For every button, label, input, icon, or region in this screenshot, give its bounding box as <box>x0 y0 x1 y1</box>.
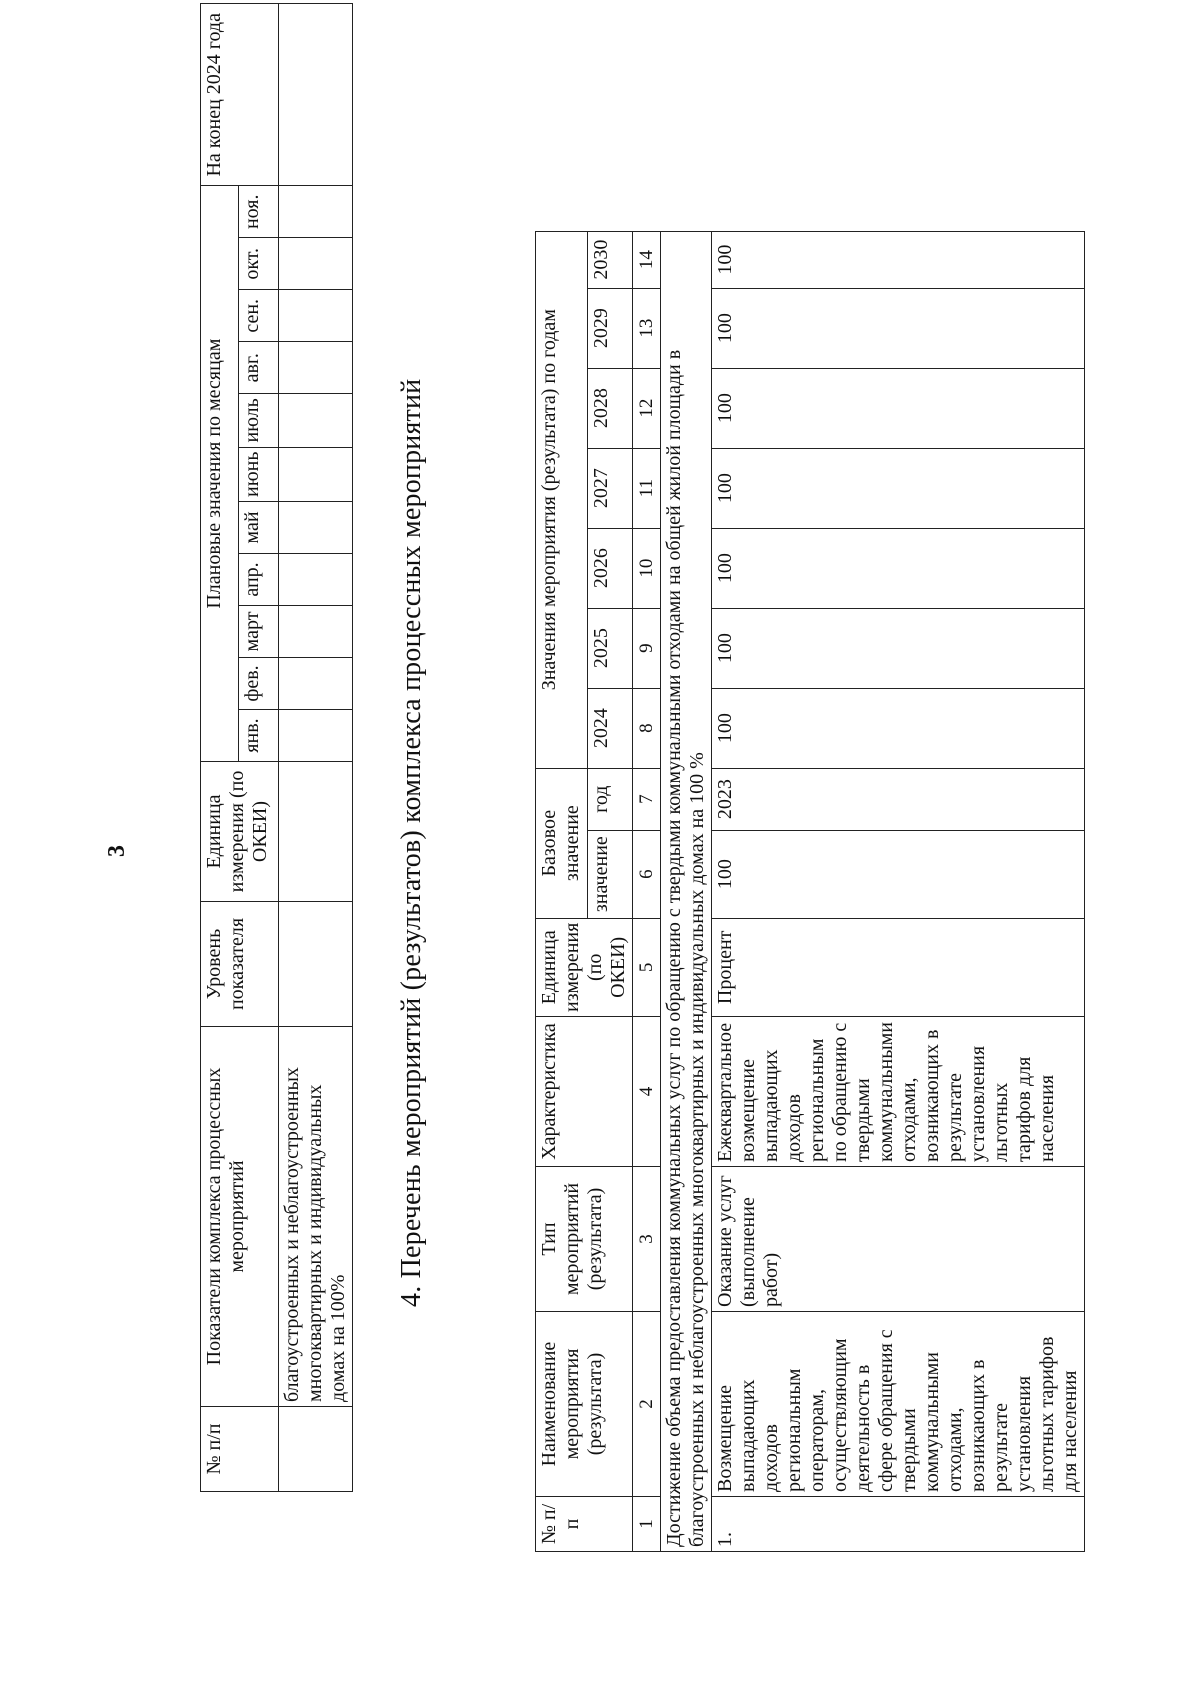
t1-row <box>279 4 353 1492</box>
t1-cell-m10 <box>279 238 353 290</box>
t2-header-type: Тип мероприятий (результата) <box>536 1167 633 1312</box>
t2-row1-value-2028: 100 <box>712 368 1085 448</box>
measures-table <box>535 231 1085 1552</box>
t1-month-jun: июнь <box>239 447 279 501</box>
t1-month-nov: ноя. <box>239 186 279 238</box>
t1-month-oct: окт. <box>239 238 279 290</box>
t1-cell-unit <box>279 762 353 902</box>
t1-cell-m2 <box>279 658 353 710</box>
t2-row1-value-2025: 100 <box>712 608 1085 688</box>
t1-month-apr: апр. <box>239 554 279 606</box>
t2-row1-value-2024: 100 <box>712 688 1085 768</box>
t1-header-end-year: На конец 2024 года <box>201 4 279 186</box>
t1-cell-m6 <box>279 447 353 501</box>
t2-colnum-2: 2 <box>633 1312 661 1497</box>
t1-header-indicator: Показатели комплекса процессных мероприятий <box>201 1027 279 1407</box>
t1-cell-m5 <box>279 502 353 554</box>
t1-cell-m8 <box>279 342 353 394</box>
t2-column-numbers-row <box>633 231 661 1551</box>
t2-header-year-2026: 2026 <box>587 528 632 608</box>
t2-row1-value-2029: 100 <box>712 288 1085 368</box>
t2-header-year-2027: 2027 <box>587 448 632 528</box>
t1-header-num: № п/п <box>201 1407 279 1492</box>
t2-row1-name: Возмещение выпадающих доходов региональным операторам, осуществляющим деятельность в сфере обращения с твердыми коммунальными отходами, возникающих в результате установления льготных тарифов для населения <box>712 1312 1085 1497</box>
t2-colnum-3: 3 <box>633 1167 661 1312</box>
t2-row1-type: Оказание услуг (выполнение работ) <box>712 1167 1085 1312</box>
section-title: 4. Перечень мероприятий (результатов) комплекса процессных мероприятий <box>396 378 427 1307</box>
t2-colnum-11: 11 <box>633 448 661 528</box>
t2-row-1 <box>712 231 1085 1551</box>
t1-cell-m1 <box>279 710 353 762</box>
t1-cell-indicator: благоустроенных и неблагоустроенных многоквартирных и индивидуальных домах на 100% <box>279 1027 353 1407</box>
t2-header-year-2025: 2025 <box>587 608 632 688</box>
t1-month-sep: сен. <box>239 290 279 342</box>
t2-header-year-2024: 2024 <box>587 688 632 768</box>
t2-colnum-7: 7 <box>633 768 661 830</box>
t1-cell-m4 <box>279 554 353 606</box>
t1-month-jul: июль <box>239 394 279 447</box>
t1-month-may: май <box>239 502 279 554</box>
t1-header-planned: Плановые значения по месяцам <box>201 186 239 762</box>
t2-colnum-6: 6 <box>633 830 661 918</box>
t2-colnum-12: 12 <box>633 368 661 448</box>
t2-header-year-2029: 2029 <box>587 288 632 368</box>
indicators-table <box>200 3 353 1492</box>
t2-header-base-year: год <box>587 768 632 830</box>
t2-header-unit: Единица измерения (по ОКЕИ) <box>536 918 633 1016</box>
t2-header-num: № п/п <box>536 1497 633 1552</box>
t2-header-year-2028: 2028 <box>587 368 632 448</box>
t1-header-level: Уровень показателя <box>201 902 279 1027</box>
t2-header-base: Базовое значение <box>536 768 588 918</box>
t1-header-unit: Единица измерения (по ОКЕИ) <box>201 762 279 902</box>
t1-cell-m9 <box>279 290 353 342</box>
t2-colnum-1: 1 <box>633 1497 661 1552</box>
t2-row1-base-year: 2023 <box>712 768 1085 830</box>
page-number: 3 <box>104 845 130 857</box>
t1-month-aug: авг. <box>239 342 279 394</box>
t2-task-row <box>661 231 712 1551</box>
t1-cell-m11 <box>279 186 353 238</box>
t2-header-values-by-year: Значения мероприятия (результата) по годам <box>536 231 588 768</box>
t2-colnum-13: 13 <box>633 288 661 368</box>
t2-colnum-4: 4 <box>633 1017 661 1167</box>
t1-cell-m3 <box>279 606 353 658</box>
t2-task-text: Достижение объема предоставления коммунальных услуг по обращению с твердыми коммунальными отходами на общей жилой площади в благоустроенных и неблагоустроенных многоквартирных и индивидуальных домах на 100 % <box>661 231 712 1551</box>
t2-row1-base-value: 100 <box>712 830 1085 918</box>
t2-header-characteristic: Характеристика <box>536 1017 633 1167</box>
t2-header-year-2030: 2030 <box>587 231 632 288</box>
t2-colnum-14: 14 <box>633 231 661 288</box>
t1-month-mar: март <box>239 606 279 658</box>
t1-cell-end <box>279 4 353 186</box>
t2-row1-value-2026: 100 <box>712 528 1085 608</box>
t2-row1-unit: Процент <box>712 918 1085 1016</box>
t1-month-jan: янв. <box>239 710 279 762</box>
t1-month-feb: фев. <box>239 658 279 710</box>
t1-cell-m7 <box>279 394 353 447</box>
t2-colnum-8: 8 <box>633 688 661 768</box>
t2-colnum-5: 5 <box>633 918 661 1016</box>
t2-row1-value-2027: 100 <box>712 448 1085 528</box>
t2-row1-characteristic: Ежеквартальное возмещение выпадающих доходов региональным по обращению с твердыми коммунальными отходами, возникающих в результате установления льготных тарифов для населения <box>712 1017 1085 1167</box>
t1-cell-level <box>279 902 353 1027</box>
t2-colnum-9: 9 <box>633 608 661 688</box>
t2-colnum-10: 10 <box>633 528 661 608</box>
t2-header-name: Наименование мероприятия (результата) <box>536 1312 633 1497</box>
t2-row1-value-2030: 100 <box>712 231 1085 288</box>
t2-row1-num: 1. <box>712 1497 1085 1552</box>
t2-header-base-value: значение <box>587 830 632 918</box>
t1-cell-num <box>279 1407 353 1492</box>
